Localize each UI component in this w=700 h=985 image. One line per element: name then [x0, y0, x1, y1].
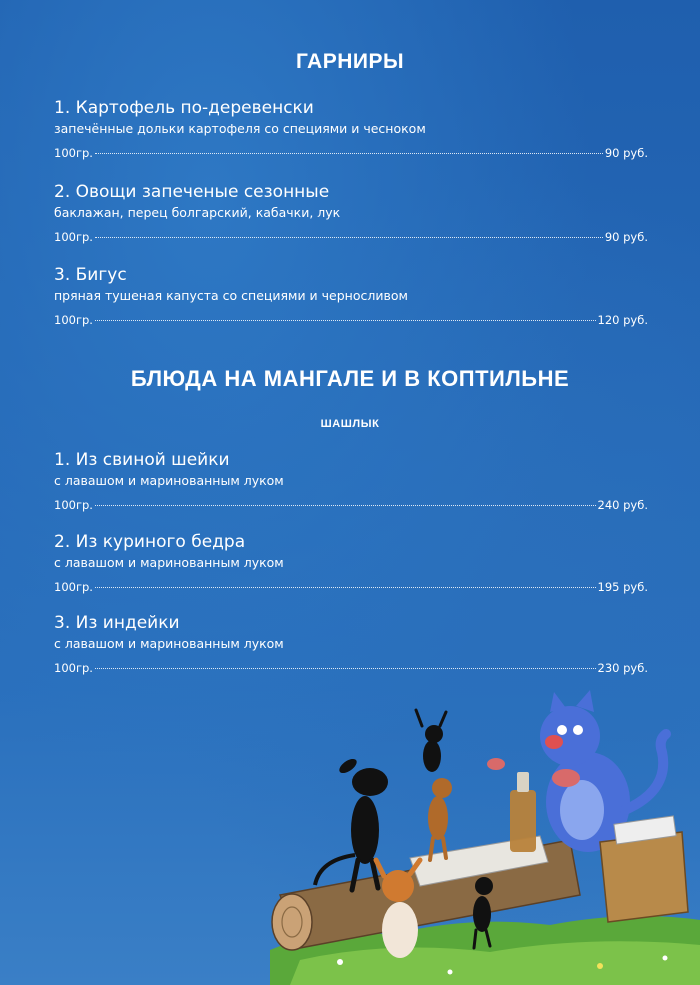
menu-item [54, 449, 648, 512]
dot-leader [95, 668, 596, 669]
item-description: с лавашом и маринованным луком [54, 555, 284, 570]
item-weight: 100гр. [54, 230, 93, 244]
cat-eye [557, 725, 567, 735]
item-price: 120 руб. [597, 313, 648, 327]
section-title-grill: БЛЮДА НА МАНГАЛЕ И В КОПТИЛЬНЕ [130, 366, 570, 391]
item-weight: 100гр. [54, 498, 93, 512]
perched-dog-head [425, 725, 443, 743]
cat-head [540, 706, 600, 766]
puppy-head [475, 877, 493, 895]
bottle [510, 790, 536, 852]
flower [337, 959, 343, 965]
dog-tail [315, 855, 355, 885]
price-row [54, 230, 648, 244]
item-name: 2. Овощи запеченые сезонные [54, 182, 330, 202]
dot-leader [95, 320, 596, 321]
menu-item [54, 612, 648, 675]
item-price: 195 руб. [597, 580, 648, 594]
sausage [487, 758, 505, 770]
item-description: с лавашом и маринованным луком [54, 473, 284, 488]
menu-item [54, 97, 648, 160]
dot-leader [95, 237, 603, 238]
perched-dog-ears [416, 710, 446, 726]
flower [448, 970, 453, 975]
item-weight: 100гр. [54, 580, 93, 594]
small-dog-head [432, 778, 452, 798]
sausage [552, 769, 580, 787]
log-end [272, 894, 312, 950]
item-description: пряная тушеная капуста со специями и черносливом [54, 288, 408, 303]
item-price: 90 руб. [604, 230, 648, 244]
dog-head [352, 768, 388, 796]
picnic-illustration [270, 690, 700, 985]
subsection-title-shashlik: ШАШЛЫК [320, 418, 380, 430]
item-description: запечённые дольки картофеля со специями и чесноком [54, 121, 426, 136]
flower [597, 963, 603, 969]
puppy-body [473, 896, 491, 932]
menu-item [54, 531, 648, 594]
bottle-neck [517, 772, 529, 792]
cat-belly [560, 780, 604, 840]
price-row [54, 580, 648, 594]
item-name: 1. Картофель по-деревенски [54, 98, 314, 118]
corgi-body [382, 902, 418, 958]
item-price: 230 руб. [597, 661, 648, 675]
item-price: 240 руб. [597, 498, 648, 512]
price-row [54, 661, 648, 675]
dot-leader [95, 587, 596, 588]
price-row [54, 313, 648, 327]
perched-dog-body [423, 740, 441, 772]
small-dog-body [428, 796, 448, 840]
dog-body [351, 796, 379, 864]
dot-leader [95, 153, 603, 154]
price-row [54, 498, 648, 512]
item-description: баклажан, перец болгарский, кабачки, лук [54, 205, 341, 220]
item-weight: 100гр. [54, 661, 93, 675]
dog-ear [337, 756, 359, 776]
menu-item [54, 181, 648, 244]
section-title-garnishes: ГАРНИРЫ [295, 50, 405, 73]
item-name: 3. Бигус [54, 265, 127, 285]
bag [600, 832, 688, 922]
item-name: 1. Из свиной шейки [54, 450, 230, 470]
cat-nose [545, 735, 563, 749]
flower [663, 956, 668, 961]
cat-tail [625, 734, 666, 810]
cat-eye [573, 725, 583, 735]
item-price: 90 руб. [604, 146, 648, 160]
item-weight: 100гр. [54, 146, 93, 160]
item-weight: 100гр. [54, 313, 93, 327]
price-row [54, 146, 648, 160]
menu-item [54, 264, 648, 327]
dot-leader [95, 505, 596, 506]
item-name: 2. Из куриного бедра [54, 532, 246, 552]
item-description: с лавашом и маринованным луком [54, 636, 284, 651]
item-name: 3. Из индейки [54, 613, 180, 633]
